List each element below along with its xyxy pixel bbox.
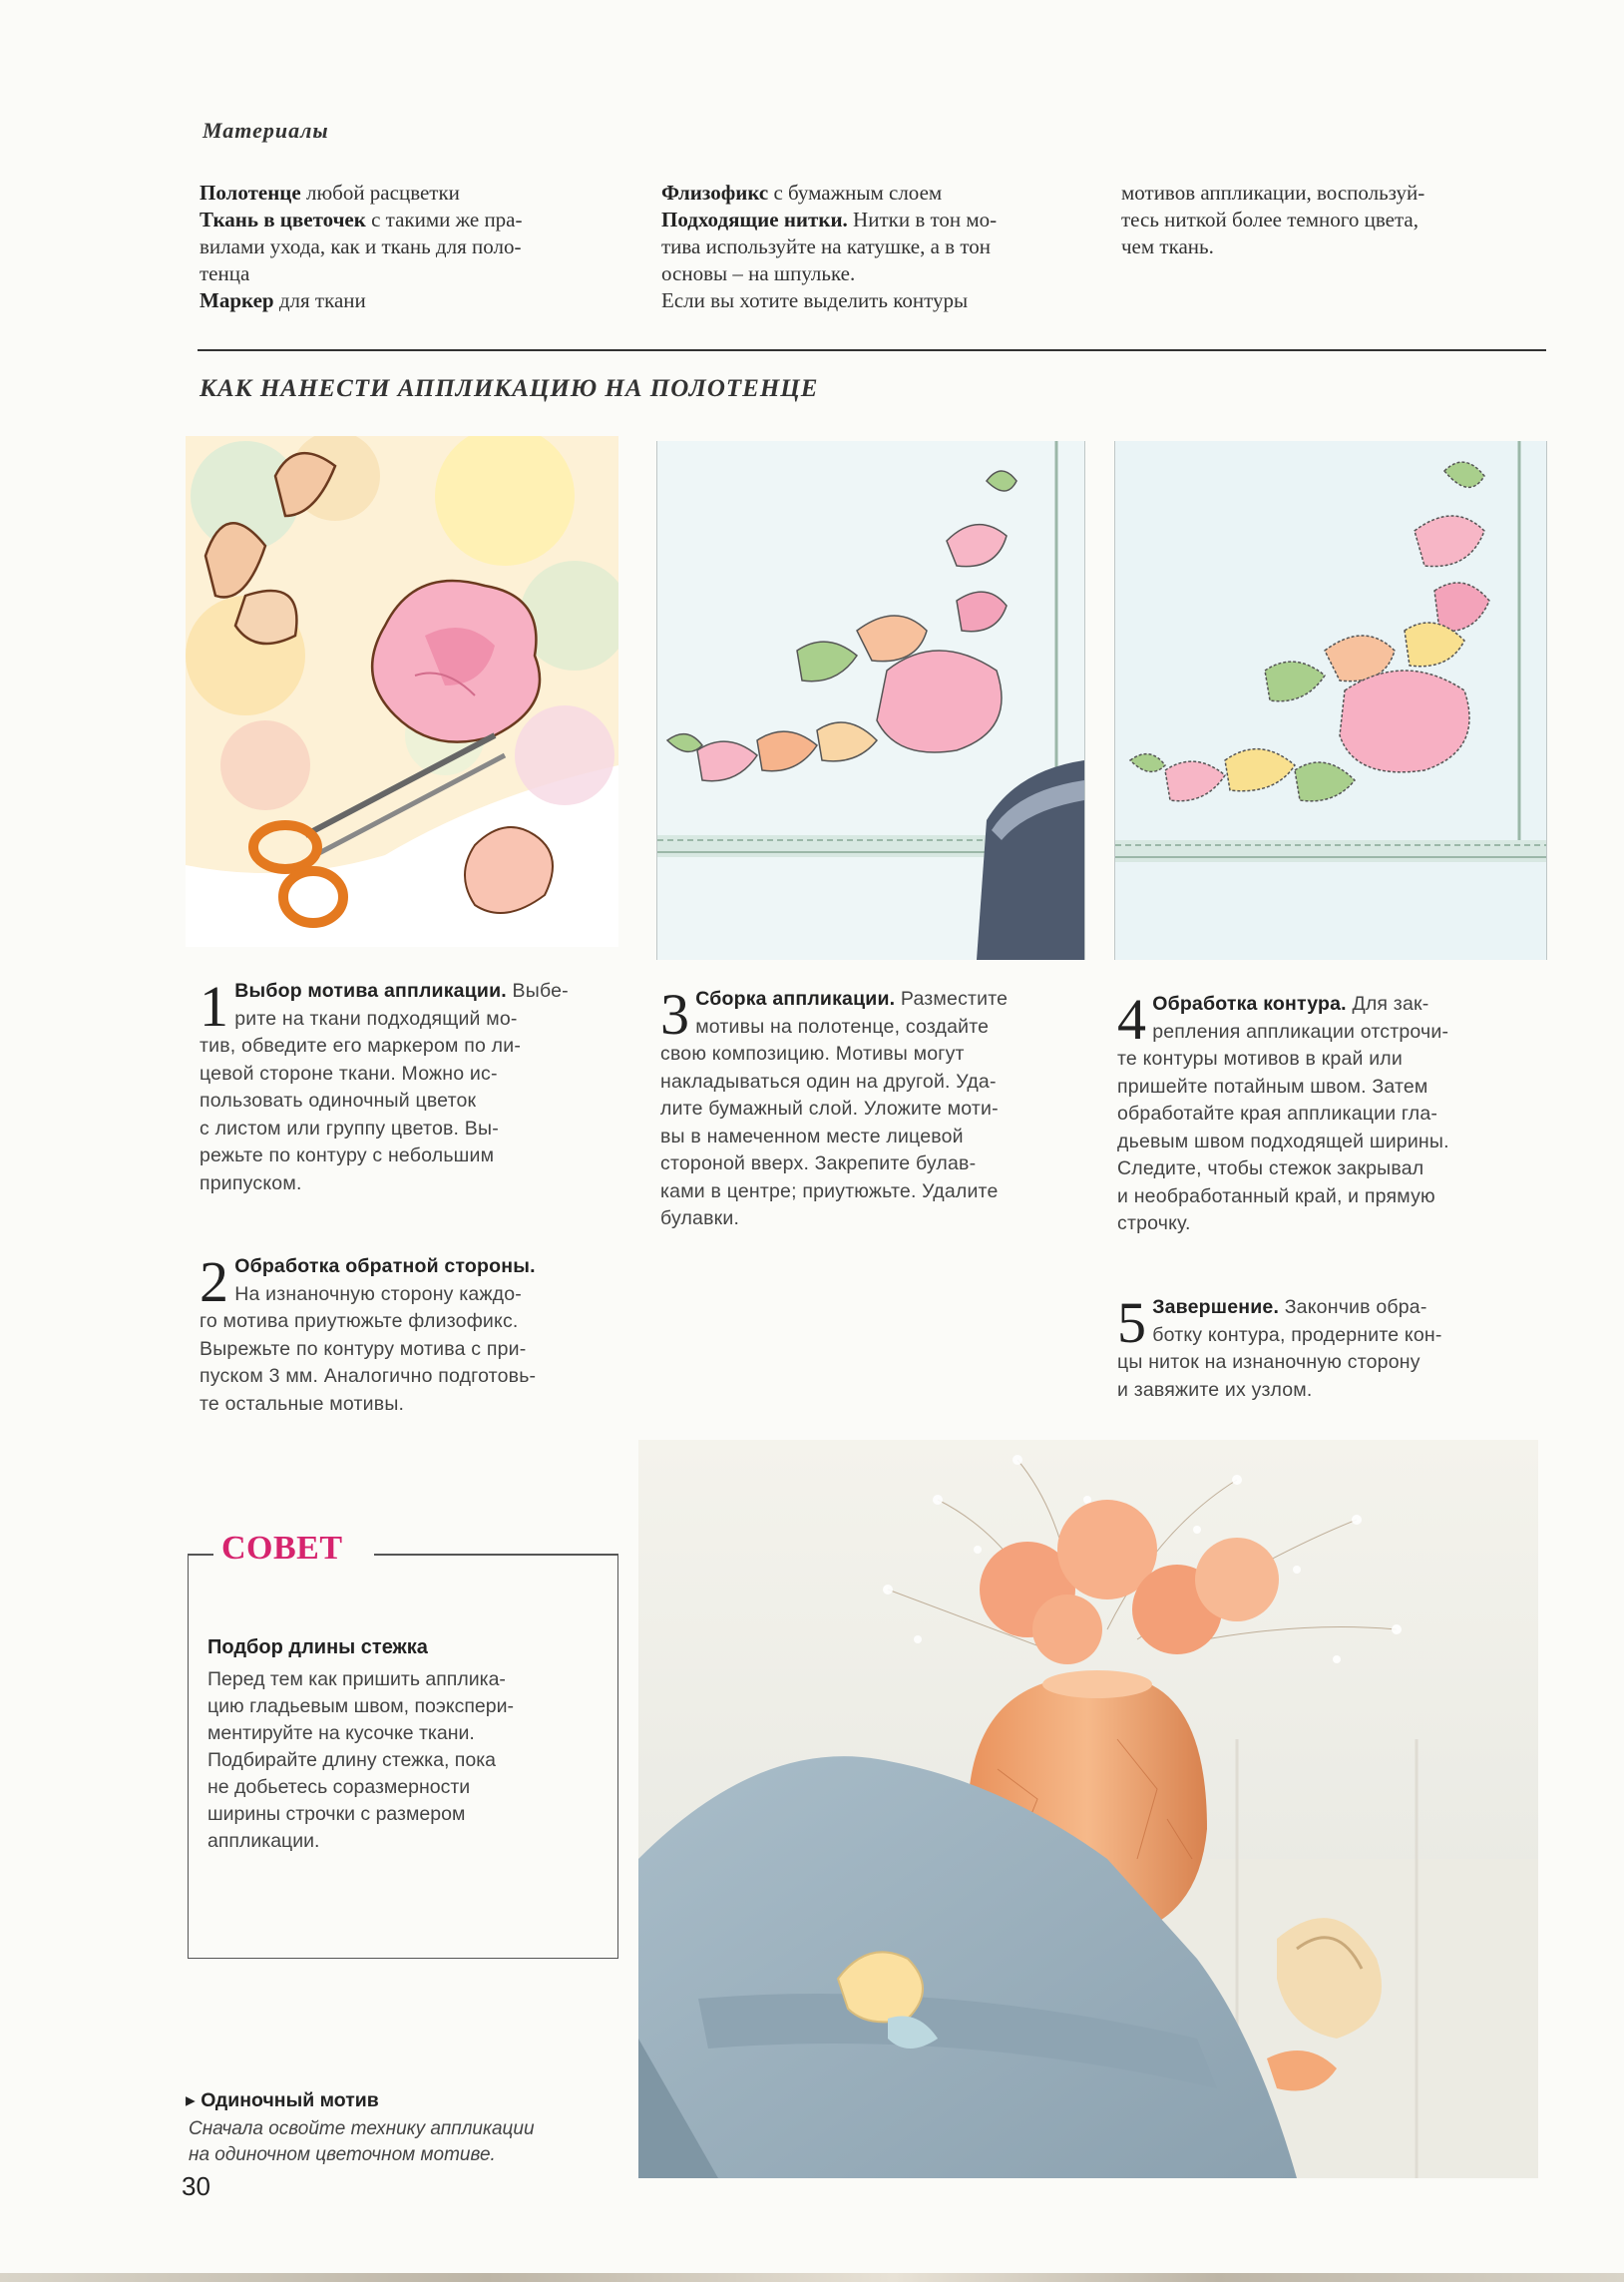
step-2: [200, 1249, 618, 1418]
step-1: [200, 974, 618, 1197]
tip-line: не добьетесь соразмерности: [207, 1776, 471, 1798]
tip-box-top-left: [188, 1554, 213, 1556]
tip-heading: Подбор длины стежка: [207, 1636, 428, 1658]
step-line: строчку.: [1117, 1212, 1191, 1234]
step-line: го мотива приутюжьте флизофикс.: [200, 1310, 519, 1332]
tip-text: [207, 1666, 597, 1855]
step-line: режьте по контуру с небольшим: [200, 1144, 495, 1166]
step-4-number: 4: [1117, 987, 1147, 1052]
materials-item-text: тенца: [200, 261, 250, 285]
step-line: Разместите: [900, 988, 1009, 1010]
caption-title: ▸ Одиночный мотив: [186, 2089, 379, 2111]
materials-column-2: [661, 180, 1100, 314]
step-line: те остальные мотивы.: [200, 1392, 405, 1415]
step-2-text: [200, 1283, 536, 1415]
step-line: Вырежьте по контуру мотива с при-: [200, 1337, 527, 1360]
step-5-number: 5: [1117, 1290, 1147, 1355]
step-line: На изнаночную сторону каждо-: [234, 1282, 523, 1305]
step-line: Следите, чтобы стежок закрывал: [1117, 1157, 1424, 1179]
caption-line: на одиночном цветочном мотиве.: [189, 2144, 496, 2165]
materials-item-text: любой расцветки: [300, 181, 460, 205]
page-number: 30: [182, 2171, 210, 2201]
step-1-title: Выбор мотива аппликации.: [234, 980, 507, 1002]
materials-item-text: Если вы хотите выделить контуры: [661, 288, 969, 312]
step-line: Выбе-: [512, 980, 569, 1002]
step-4-text: [1117, 987, 1449, 1234]
step-1-text: [200, 974, 569, 1194]
step-line: мотивы на полотенце, создайте: [695, 1015, 990, 1038]
step-2-title: Обработка обратной стороны.: [234, 1255, 536, 1277]
illustration-cut-motif: [186, 436, 618, 947]
materials-item-text: с бумажным слоем: [768, 181, 943, 205]
illustration-assemble-drawing: [657, 441, 1084, 960]
step-3-title: Сборка аппликации.: [695, 988, 896, 1010]
step-line: ками в центре; приутюжьте. Удалите: [660, 1179, 999, 1202]
step-5-title: Завершение.: [1152, 1296, 1280, 1318]
materials-item-text: тесь ниткой более темного цвета,: [1121, 208, 1419, 231]
materials-item-name: Ткань в цветочек: [200, 208, 366, 231]
illustration-stitch-contour: [1114, 441, 1547, 960]
step-line: те контуры мотивов в край или: [1117, 1048, 1403, 1070]
step-line: и необработанный край, и прямую: [1117, 1184, 1435, 1207]
materials-line: [200, 260, 628, 287]
step-line: дьевым швом подходящей ширины.: [1117, 1130, 1449, 1152]
step-3-text: [660, 982, 1009, 1229]
materials-column-1: [200, 180, 628, 314]
step-line: репления аппликации отстрочи-: [1152, 1020, 1449, 1043]
step-line: Закончив обра-: [1284, 1296, 1427, 1318]
materials-line: [661, 207, 1100, 233]
tip-line: ширины строчки с размером: [207, 1803, 466, 1825]
materials-line: [1121, 207, 1550, 233]
step-line: булавки.: [660, 1207, 740, 1229]
step-4-title: Обработка контура.: [1152, 993, 1347, 1015]
towel-vase-photo-drawing: [638, 1440, 1538, 2178]
tip-line: Подбирайте длину стежка, пока: [207, 1749, 496, 1771]
tip-line: цию гладьевым швом, поэкспери-: [207, 1695, 514, 1717]
materials-line: [661, 287, 1100, 314]
materials-line: [200, 233, 628, 260]
illustration-stitch-drawing: [1115, 441, 1546, 960]
materials-item-name: Маркер: [200, 288, 274, 312]
step-line: рите на ткани подходящий мо-: [234, 1007, 518, 1030]
step-3: [660, 982, 1089, 1233]
materials-line: [1121, 233, 1550, 260]
tip-box-top-right: [374, 1554, 617, 1556]
step-line: ботку контура, продерните кон-: [1152, 1323, 1442, 1346]
materials-item-text: для ткани: [273, 288, 366, 312]
caption-title-text: Одиночный мотив: [201, 2089, 379, 2111]
step-line: стороной вверх. Закрепите булав-: [660, 1152, 977, 1174]
step-line: пользовать одиночный цветок: [200, 1090, 477, 1112]
materials-item-name: Полотенце: [200, 181, 301, 205]
tip-line: Перед тем как пришить апплика-: [207, 1668, 506, 1690]
step-line: цевой стороне ткани. Можно ис-: [200, 1062, 498, 1085]
materials-column-3: [1121, 180, 1550, 260]
materials-line: [200, 207, 628, 233]
step-5: [1117, 1290, 1546, 1404]
step-line: вы в намеченном месте лицевой: [660, 1125, 964, 1147]
caption-text: [189, 2116, 647, 2168]
materials-item-name: Флизофикс: [661, 181, 769, 205]
step-line: пуском 3 мм. Аналогично подготовь-: [200, 1365, 537, 1387]
materials-item-name: Подходящие нитки.: [661, 208, 848, 231]
materials-item-text: мотивов аппликации, воспользуй-: [1121, 181, 1425, 205]
step-3-number: 3: [660, 982, 690, 1047]
materials-item-text: Нитки в тон мо-: [847, 208, 998, 231]
materials-line: [200, 180, 628, 207]
illustration-cut-motif-drawing: [186, 436, 618, 947]
towel-vase-photo: [638, 1440, 1538, 2178]
tip-label: СОВЕТ: [221, 1530, 343, 1567]
section-title: КАК НАНЕСТИ АППЛИКАЦИЮ НА ПОЛОТЕНЦЕ: [200, 375, 819, 402]
step-1-number: 1: [200, 974, 229, 1039]
materials-item-text: чем ткань.: [1121, 234, 1214, 258]
materials-line: [200, 287, 628, 314]
bottom-scan-edge: [0, 2273, 1624, 2282]
materials-line: [661, 233, 1100, 260]
step-line: пришейте потайным швом. Затем: [1117, 1075, 1428, 1098]
materials-line: [661, 260, 1100, 287]
step-line: тив, обведите его маркером по ли-: [200, 1035, 522, 1057]
materials-item-text: с такими же пра-: [365, 208, 523, 231]
materials-item-text: вилами ухода, как и ткань для поло-: [200, 234, 522, 258]
step-line: накладываться один на другой. Уда-: [660, 1070, 997, 1093]
materials-item-text: тива используйте на катушке, а в тон: [661, 234, 991, 258]
caption-line: Сначала освойте технику аппликации: [189, 2118, 535, 2139]
tip-line: аппликации.: [207, 1830, 320, 1852]
section-divider: [198, 349, 1546, 351]
tip-line: ментируйте на кусочке ткани.: [207, 1722, 475, 1744]
step-line: лите бумажный слой. Уложите моти-: [660, 1098, 999, 1120]
step-4: [1117, 987, 1546, 1238]
step-line: Для зак-: [1352, 993, 1429, 1015]
materials-line: [661, 180, 1100, 207]
step-line: и завяжите их узлом.: [1117, 1378, 1313, 1401]
materials-item-text: основы – на шпульке.: [661, 261, 856, 285]
step-line: с листом или группу цветов. Вы-: [200, 1117, 499, 1140]
step-2-number: 2: [200, 1249, 229, 1314]
materials-heading: Материалы: [203, 118, 329, 143]
illustration-assemble-iron: [656, 441, 1085, 960]
step-line: обработайте края аппликации гла-: [1117, 1103, 1438, 1125]
materials-line: [1121, 180, 1550, 207]
step-line: свою композицию. Мотивы могут: [660, 1043, 965, 1065]
step-line: цы ниток на изнаночную сторону: [1117, 1351, 1421, 1373]
step-line: припуском.: [200, 1171, 302, 1194]
